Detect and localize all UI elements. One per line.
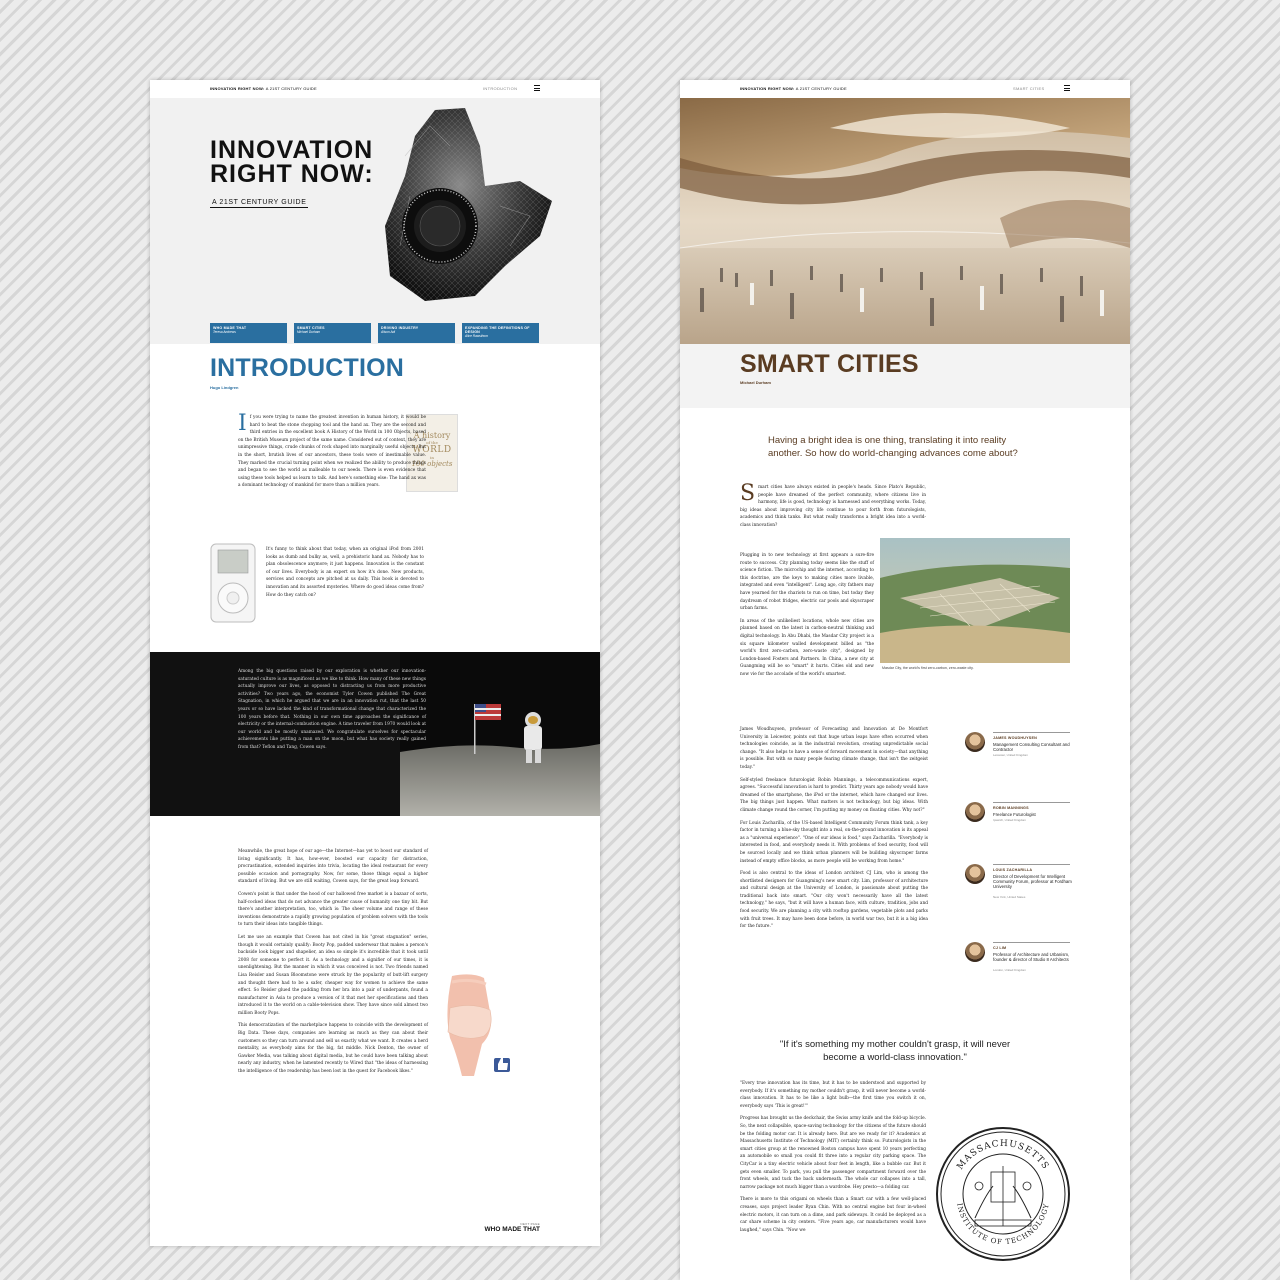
ipod-image (208, 542, 258, 624)
book-label: in (430, 455, 434, 460)
expert-name: CJ LIM (993, 946, 1007, 950)
next-label: NEXT PAGE (520, 1222, 540, 1226)
smart-p9: Progress has brought us the deckchair, the Swiss army knife and the fold-up bicycle. So, the next collapsible, space-saving technology for the citizens of the future should be the folding motor car. It is already here. But are we ready for it? Academics at Massachusetts Institute of Technology (MIT) certainly think so. Futurologists in the smart cities group at the renowned Boston campus have spent 10 years perfecting an automobile so small you could fit three into a regular city parking space. The CityCar is a tiny electric vehicle about four feet in length, like a bubble car. But it gets even smaller. To park, you pull the passenger compartment forward over the front wheels, and tuck the back underneath. The whole car collapses into a tall, narrow package not much bigger than a wardrobe. Hey presto—a folding car. (740, 1116, 926, 1190)
smart-p7: Food is also central to the ideas of London architect CJ Lim, who is among the shortlisted designers for Guangming's new smart city. Lim, professor of architecture and cultural design at the University of London, is passionate about putting the traditional back into smart. "Our city won't necessarily have all the latest technology," he says, "but it will have a human face, with culture, tradition, jobs and food security. We are planning a city with rooftop gardens, vegetable plots and parks with fruit trees. It may have been done before, in world war two, but it is a big idea for the future." (740, 871, 928, 930)
next-title: WHO MADE THAT (484, 1226, 540, 1233)
divider (993, 864, 1070, 865)
book-label: WORLD (412, 445, 452, 455)
expert-role: Director of Development for Intelligent Community Forum, professor at Fordham University (993, 874, 1072, 889)
intro-p2-text: It's funny to think about that today, when an original iPod from 2001 looks as dumb and bulky as, well, a prehistoric hand ax. Nobody has to plan obsolescence anymore; it just happens. Innovation is the constant of our lives. Everybody is an expert on how it's done. New products, services and concepts are pitched at us daily. This book is devoted to innovation and its assorted mysteries. Where do good ideas come from? How do they catch on? (266, 547, 424, 598)
chapter-author: Michael Durham (297, 330, 321, 334)
expert-name: LOUIS ZACHARILLA (993, 868, 1033, 872)
avatar (965, 732, 985, 752)
nav-brand-rest: A 21ST CENTURY GUIDE (795, 86, 847, 91)
masdar-aerial-image (880, 538, 1070, 663)
chapter-title: DRIVING INDUSTRY (381, 326, 419, 330)
nav-section[interactable]: INTRODUCTION (483, 86, 518, 91)
right-page (680, 80, 1130, 1280)
title-line-2: RIGHT NOW: (210, 160, 374, 188)
dropcap: S (740, 481, 756, 506)
smart-column-1 (740, 552, 874, 684)
intro-p4: Cowen's point is that under the hood of our hallowed free market is a bazaar of sorts, half-cocked ideas that do not advance the greater cause of humanity one tiny bit. But there's another interpretation, too, which is: The sheer volume and range of these inventions demonstrate a rapidly growing population of problem solvers with the tools to turn their ideas into tangible things. (238, 891, 428, 928)
moon-landing-band (150, 652, 600, 816)
intro-p1-text: f you were trying to name the greatest invention in human history, it would be hard to beat the stone chopping tool and the hand ax. They are the second and third entries in the excellent book A History of the World in 100 Objects, based on the British Museum project of the same name. Considered out of context, they are unimpressive things, crude chunks of rock shaped into marginally useful objects. But in the short, brutish lives of our ancestors, these tools were of inestimable value. They marked the crucial turning point when we realized the ability to produce things and began to see the world as malleable to our needs. There is even evidence that using these tools helped us learn to talk. And here's something else: The hand ax was a dominant technology of mankind for more than a million years. (238, 415, 426, 489)
intro-p6: This democratization of the marketplace happens to coincide with the development of Big Data. These days, companies are learning as much as they can about their customers so they can turn around and sell us exactly what we want. It creates a herd mentality, as everybody aims for the big, fat middle. Nick Denton, the owner of Gawker Media, was talking about digital media, but he could have been talking about nearly any industry, when he lamented recently to Wired that "the ideas of harnessing the intelligence of the readership has been lost in the quest for Facebook likes." (238, 1023, 428, 1075)
expert-role: Management Consulting Consultant and Contractor (993, 742, 1070, 752)
seal-top-text: MASSACHUSETTS (955, 1138, 1051, 1172)
chapter-boxes (210, 323, 540, 343)
mit-seal-image (935, 1126, 1071, 1262)
smart-p3: In areas of the unlikeliest locations, whole new cities are planned based on the latest in carbon-neutral thinking and digital technology. In Abu Dhabi, the Masdar City project is a six square kilometer walled development billed as "the world's first zero-carbon, zero-waste city", designed by London-based Fosters and Partners. In China, a new city at Guangming will be so "smart" it hurts. Cities old and new now vie for the accolade of the world's smartest. (740, 618, 874, 677)
expert-location: London, United Kingdom (993, 968, 1027, 972)
smart-column-3 (740, 1080, 926, 1239)
menu-icon[interactable] (1064, 85, 1070, 91)
avatar (965, 802, 985, 822)
subtitle: A 21ST CENTURY GUIDE (212, 199, 307, 206)
nav-brand-rest: A 21ST CENTURY GUIDE (265, 86, 317, 91)
chapter-author: Teresa Andrews (213, 330, 236, 334)
byline: Michael Durham (740, 380, 771, 385)
intro-p3: Meanwhile, the great hope of our age—the Internet—has yet to boost our standard of living significantly. It has, how-ever, boosted our capacity for distraction, procrastination, extended inquiries into trivia, locating the ideal restaurant for every possible occasion and pornography. Now, for some, those things equal a higher standard of living. But we are still waiting, Cowen says, for the great leap forward. (238, 849, 428, 885)
avatar (965, 942, 985, 962)
chapter-title: EXPANDING THE DEFINITIONS OF DESIGN (465, 326, 530, 334)
divider (993, 802, 1070, 803)
nav-section[interactable]: SMART CITIES (1013, 86, 1045, 91)
expert-name: ROBIN MANNINGS (993, 806, 1029, 810)
smart-p2: Plugging in to new technology at first appears a sure-fire route to success. City planning today seems like the stuff of science fiction. The microchip and the internet, according to this doctrine, are the keys to making cities more livable, integrated and even "intelligent". Long ago, city fathers may have yearned for the chariots to run on time, but today they daydream of robot fridges, electric car pools and skyscraper urban farms. (740, 553, 874, 612)
smart-p4: James Woudhuysen, professor of Forecasting and Innovation at De Montfort University in Leicester, points out that huge urban leaps have often occurred when technologies coincide, as in the industrial revolution, creating unpredictable social change. "It also helps to have a sense of forward movement in society—that anything is possible. But with so many people fearing climate change, that isn't the zeitgeist today." (740, 727, 928, 770)
book-label: of the (426, 440, 438, 445)
moon-landing-image (400, 652, 600, 816)
nav-brand[interactable] (210, 86, 317, 91)
top-nav (150, 80, 600, 98)
nav-brand-bold: INNOVATION RIGHT NOW: (740, 86, 795, 91)
section-heading: SMART CITIES (740, 350, 919, 378)
image-caption: Masdar City, the world's first zero-carbon, zero-waste city. (882, 666, 974, 670)
page-title (210, 138, 374, 186)
intro-paragraph-1 (238, 411, 426, 490)
chapter-box-who-made-that[interactable] (210, 323, 287, 343)
deck: Having a bright idea is one thing, translating it into reality another. So how do world-changing advances come about? (768, 435, 1018, 459)
dark-p-text: Among the big questions raised by our exploration is whether our innovation-saturated culture is as magnificent as we like to think. How many of these new things actually improve our lives, as opposed to distracting us from more productive activities? Two years ago, the economist Tyler Cowen published The Great Stagnation, in which he argued that we are in an innovation rut, that the last 50 years or so have lacked the kind of transformational change that characterized the 100 years before that. Nothing in our own time approaches the significance of electricity or the internal-combustion engine. A time traveler from 1970 would look at our world and be mostly unamazed. We congratulate ourselves for spectacular achievements like putting a man on the moon, but what has society really gained from that? Teflon and Tang, Cowen says. (238, 669, 426, 750)
rock-sculpture-image (380, 106, 570, 306)
smart-p8: "Every true innovation has its time, but it has to be understood and supported by everybody. If it's something my mother couldn't grasp, it will never become a world-class innovation. It has to be like a light bulb—the first time you switch it on, everybody says 'This is great!'" (740, 1081, 926, 1109)
book-label: A history (413, 431, 451, 440)
seal-bottom-text: INSTITUTE OF TECHNOLOGY (955, 1202, 1051, 1247)
chapter-box-design[interactable] (462, 323, 539, 343)
chapter-title: SMART CITIES (297, 326, 325, 330)
next-page-link[interactable] (480, 1222, 540, 1233)
expert-name: JAMES WOUDHUYSEN (993, 736, 1037, 740)
pull-quote: "If it's something my mother couldn't grasp, it will never become a world-class innovation." (779, 1039, 1011, 1063)
dropcap: I (238, 411, 247, 436)
title-line-1: INNOVATION (210, 136, 374, 164)
expert-role: Professor of Architecture and Urbanism, founder & director of Studio 8 Architects (993, 952, 1070, 962)
top-nav (680, 80, 1130, 98)
chapter-box-smart-cities[interactable] (294, 323, 371, 343)
smart-p10: There is more to this origami on wheels than a Smart car with a few well-placed creases, says project leader Ryan Chin. With no central engine but four in-wheel electric motors, it can turn on a dime, and park sideways. It could be deployed as a car share scheme in city centers. "Five years ago, car manufacturers would have laughed," says Chin. "Now we (740, 1197, 926, 1233)
smart-paragraph-1 (740, 481, 926, 530)
smart-city-render-image (680, 98, 1130, 344)
expert-location: Ipswich, United Kingdom (993, 818, 1027, 822)
menu-icon[interactable] (534, 85, 540, 91)
smart-p5: Self-styled freelance futurologist Robin Mannings, a telecommunications expert, agrees. "Successful innovation is hard to predict. Thirty years ago nobody would have dreamed of the smartphone, the iPod or the internet, which have changed our lives. The big things just happen. What matters is not technology, but big ideas. With climate change round the corner, I'm putting my money on floating cities. Why not?" (740, 777, 928, 813)
nav-brand-bold: INNOVATION RIGHT NOW: (210, 86, 265, 91)
intro-column-lower (238, 848, 428, 1081)
divider (993, 942, 1070, 943)
chapter-box-driving-industry[interactable] (378, 323, 455, 343)
hero (150, 98, 600, 344)
divider (993, 732, 1070, 733)
booty-pop-image (442, 972, 517, 1080)
intro-p5: Let me use an example that Cowen has not cited in his "great stagnation" series, though it would certainly qualify: Booty Pop, padded underwear that makes a person's backside look bigger and shapelier, an idea so simple it's incredible that it took until 2008 for someone to perfect it. As a technology and a signifier of our times, it is unenlightening. But the manner in which it was conceived is not. Two friends named Lisa Reisler and Susan Bloomstone were struck by the popularity of butt-lift surgery and thought there had to be a safer, cheaper way for women to achieve the same effect. So Reisler glued the padding from her bra into a pair of underpants, found a manufacturer in Asia to produce a version of it that met her specifications and then introduced it to the world on a cable-television show. They have since sold almost two million Booty Pops. (238, 934, 428, 1016)
chapter-author: Alice Rawsthorn (465, 334, 489, 338)
expert-location: Leicester, United Kingdom (993, 753, 1029, 757)
avatar (965, 864, 985, 884)
expert-location: New York, United States (993, 895, 1026, 899)
chapter-title: WHO MADE THAT (213, 326, 247, 330)
intro-paragraph-2 (266, 546, 424, 599)
section-heading: INTRODUCTION (210, 354, 405, 382)
expert-role: Freelance Futurologist (993, 812, 1036, 817)
dark-paragraph (238, 668, 426, 752)
smart-column-2 (740, 726, 928, 936)
chapter-author: Alison Adi (381, 330, 396, 334)
byline: Hugo Lindgren (210, 385, 239, 390)
nav-brand[interactable] (740, 86, 847, 91)
book-label: 100 objects (411, 460, 453, 468)
left-page (150, 80, 600, 1246)
smart-p1-text: mart cities have always existed in people's heads. Since Plato's Republic, people have dreamed of the perfect community, where citizens live in harmony, life is good, technology is harnessed and everything works. Today, big ideas about improving city life continue to pour forth from futurologists, academics and think tanks. But what really transforms a bright idea into a world-class innovation? (740, 485, 926, 528)
smart-p6: For Louis Zacharilla, of the US-based Intelligent Community Forum think tank, a key factor in turning a blue-sky thought into a real, on-the-ground innovation is its appeal as a "universal experience". "One of our ideas is food," says Zacharilla. "Everybody is interested in food, and everybody needs it. With problems of food security, food will be sourced locally and we think urban planners will be building skyscraper farms instead of empty office blocks, as more people will be working from home." (740, 820, 928, 864)
